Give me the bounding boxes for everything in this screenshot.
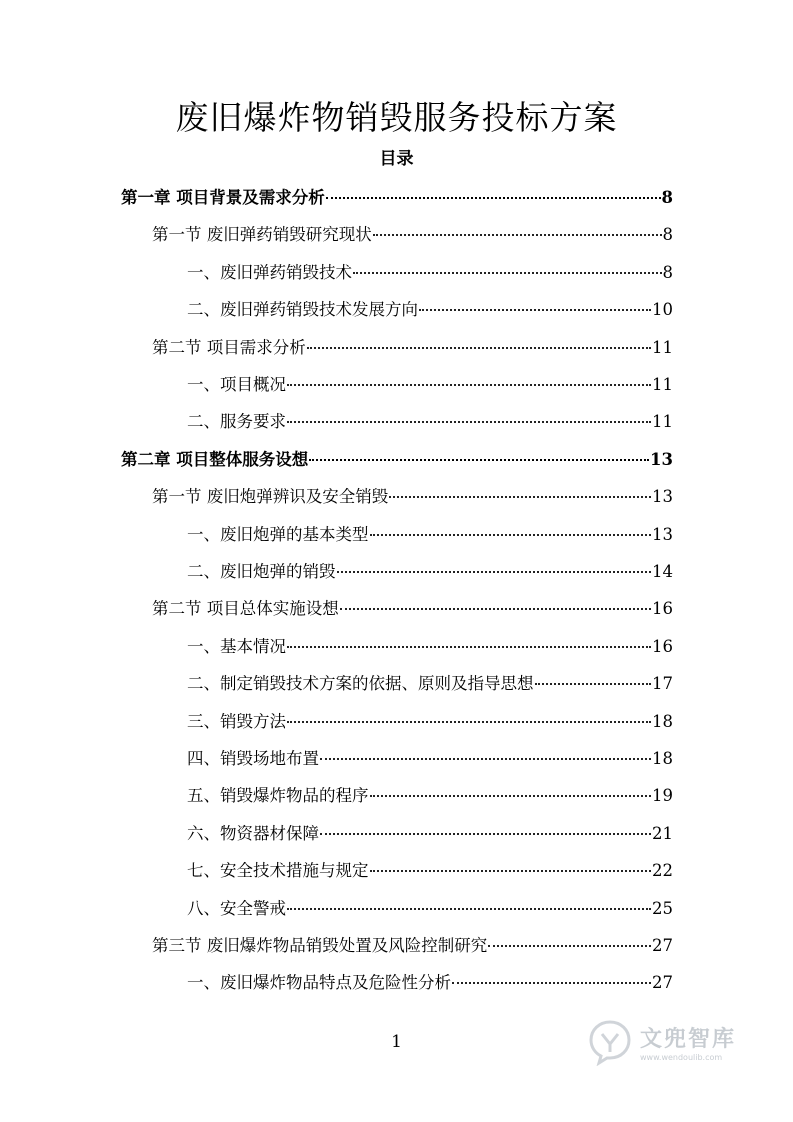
toc-entry[interactable] [187,521,673,547]
toc-entry-label: 二、制定销毁技术方案的依据、原则及指导思想 [187,674,534,694]
toc-leader-dots [307,347,651,349]
toc-entry-page: 11 [652,337,673,357]
toc-entry-page: 8 [662,225,673,245]
toc-entry-label: 第二节 项目总体实施设想 [152,599,339,619]
toc-entry-page: 13 [652,487,673,507]
toc-leader-dots [287,721,651,723]
toc-entry[interactable] [121,184,673,210]
toc-entry-label: 四、销毁场地布置 [187,749,319,768]
toc-heading: 目录 [379,149,414,169]
toc-entry-label: 一、废旧爆炸物品特点及危险性分析 [187,973,451,993]
toc-entry-label: 八、安全警戒 [187,898,286,918]
toc-entry-label: 一、废旧弹药销毁技术 [187,262,352,282]
toc-leader-dots [370,795,652,797]
toc-entry[interactable] [187,633,673,659]
toc-entry-label: 七、安全技术措施与规定 [187,861,369,881]
toc-entry[interactable] [152,483,673,509]
toc-entry-page: 11 [652,375,673,394]
toc-entry-page: 14 [652,562,673,581]
toc-entry[interactable] [187,745,673,771]
toc-leader-dots [287,908,651,910]
toc-entry-label: 第一节 废旧弹药销毁研究现状 [152,225,372,245]
toc-leader-dots [370,534,652,536]
toc-leader-dots [370,870,652,872]
toc-entry[interactable] [187,670,673,696]
toc-entry[interactable] [187,857,673,883]
toc-leader-dots [287,384,651,386]
toc-entry-page: 8 [662,262,673,282]
toc-leader-dots [287,646,651,648]
toc-entry-page: 27 [652,973,673,993]
toc-entry-page: 11 [652,412,673,432]
toc-entry-label: 第三节 废旧爆炸物品销毁处置及风险控制研究 [152,936,488,955]
toc-leader-dots [309,459,649,461]
toc-entry-label: 二、废旧炮弹的销毁 [187,562,336,581]
toc-entry-label: 第二节 项目需求分析 [152,337,306,357]
toc-entry-label: 第二章 项目整体服务设想 [121,449,309,469]
toc-entry[interactable] [187,820,673,846]
toc-entry-page: 16 [652,599,673,619]
page-number: 1 [391,1032,402,1052]
toc-leader-dots [373,234,662,236]
watermark [586,1018,736,1066]
toc-entry-page: 16 [652,636,673,656]
toc-entry-page: 8 [661,188,673,207]
toc-leader-dots [488,945,651,947]
toc-entry[interactable] [152,334,673,360]
toc-entry[interactable] [152,595,673,621]
toc-leader-dots [340,608,651,610]
wendou-logo-icon [586,1018,634,1066]
toc-entry-page: 17 [652,674,673,694]
toc-entry-label: 第一章 项目背景及需求分析 [121,188,325,207]
toc-entry-page: 21 [652,823,673,843]
toc-entry[interactable] [187,708,673,734]
toc-leader-dots [389,496,651,498]
toc-entry[interactable] [152,932,673,958]
toc-leader-dots [452,982,651,984]
toc-entry[interactable] [187,969,673,995]
watermark-name: 文兜智库 [640,1027,737,1052]
toc-leader-dots [320,833,651,835]
toc-entry-label: 三、销毁方法 [187,711,286,731]
toc-leader-dots [535,683,652,685]
toc-entry-label: 二、废旧弹药销毁技术发展方向 [187,300,418,320]
toc-entry-label: 五、销毁爆炸物品的程序 [187,786,369,806]
toc-entry-label: 六、物资器材保障 [187,823,319,843]
toc-entry-page: 18 [652,749,673,768]
toc-entry[interactable] [187,782,673,808]
toc-entry-page: 18 [652,711,673,731]
document-title: 废旧爆炸物销毁服务投标方案 [175,98,618,137]
toc-entry[interactable] [187,371,673,397]
watermark-url: www.wendoulib.com [640,1053,723,1062]
toc-leader-dots [337,571,652,573]
toc-entry-label: 第一节 废旧炮弹辨识及安全销毁 [152,487,389,507]
toc-entry[interactable] [187,895,673,921]
toc-entry[interactable] [187,259,673,285]
toc-entry-page: 13 [650,449,673,469]
toc-entry-label: 一、项目概况 [187,375,286,394]
toc-leader-dots [353,272,662,274]
toc-entry[interactable] [187,558,673,584]
toc-entry[interactable] [152,221,673,247]
toc-leader-dots [287,421,651,423]
toc-entry-page: 19 [652,786,673,806]
toc-leader-dots [419,309,651,311]
toc-leader-dots [320,758,651,760]
toc-entry-label: 二、服务要求 [187,412,286,432]
toc-entry[interactable] [187,296,673,322]
toc-entry[interactable] [121,446,673,472]
toc-entry-label: 一、基本情况 [187,636,286,656]
toc-entry-page: 25 [652,898,673,918]
toc-entry[interactable] [187,408,673,434]
toc-entry-page: 10 [652,300,673,320]
toc-entry-label: 一、废旧炮弹的基本类型 [187,524,369,544]
toc-entry-page: 27 [652,936,673,955]
toc-entry-page: 13 [652,524,673,544]
toc-leader-dots [326,197,661,199]
toc-entry-page: 22 [652,861,673,881]
